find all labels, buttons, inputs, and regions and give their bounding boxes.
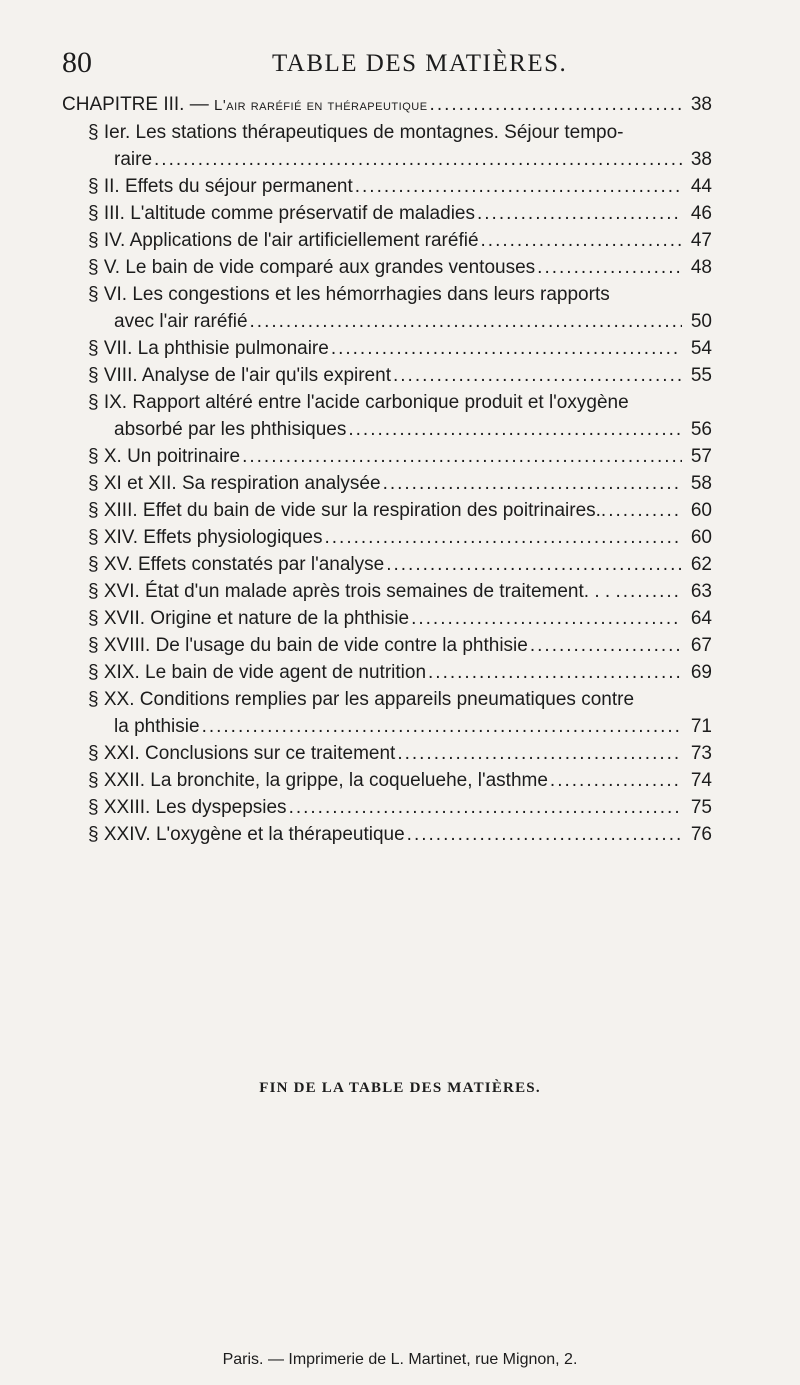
toc-entry-text: § VI. Les congestions et les hémorrhagies dans leurs rapports (88, 284, 610, 305)
toc-entry-page: 64 (690, 608, 712, 629)
toc-entry (62, 200, 712, 227)
toc-entry (62, 497, 712, 524)
page-number: 80 (62, 46, 92, 79)
toc-entry-page: 58 (690, 473, 712, 494)
toc-entries (62, 119, 712, 848)
toc-entry (62, 362, 712, 389)
toc-entry-text: § IX. Rapport altéré entre l'acide carbonique produit et l'oxygène (88, 392, 629, 413)
end-note: FIN DE LA TABLE DES MATIÈRES. (259, 1080, 541, 1096)
toc-entry (62, 470, 712, 497)
chapter-label: CHAPITRE III. — (62, 94, 215, 115)
toc-entry-text: § IV. Applications de l'air artificiellement raréfié (88, 230, 479, 251)
page-header (62, 46, 752, 86)
toc-entry-page: 56 (690, 419, 712, 440)
toc-entry (62, 443, 712, 470)
toc-entry (62, 821, 712, 848)
toc-entry-page: 44 (690, 176, 712, 197)
toc-entry-text: § XVIII. De l'usage du bain de vide contre la phthisie (88, 635, 528, 656)
toc-entry-page: 60 (690, 527, 712, 548)
imprint: Paris. — Imprimerie de L. Martinet, rue Mignon, 2. (222, 1351, 578, 1368)
toc-entry (62, 119, 712, 173)
toc-entry-page: 47 (690, 230, 712, 251)
toc-entry-text: § XV. Effets constatés par l'analyse (88, 554, 385, 575)
toc-entry-page: 60 (690, 500, 712, 521)
page-title: TABLE DES MATIÈRES. (272, 50, 568, 77)
toc-entry-text: § XIII. Effet du bain de vide sur la respiration des poitrinaires.. (88, 500, 607, 521)
toc-entry-text: § II. Effets du séjour permanent (88, 176, 353, 197)
toc-entry-text: raire (114, 149, 153, 170)
toc-entry-text: § XI et XII. Sa respiration analysée (88, 473, 381, 494)
toc-entry-text: § III. L'altitude comme préservatif de maladies (88, 203, 475, 224)
chapter-title: L'air raréfié en thérapeutique (214, 97, 428, 114)
toc-entry (62, 578, 712, 605)
toc-entry-text: § VIII. Analyse de l'air qu'ils expirent (88, 365, 391, 386)
toc-entry-text: § XXI. Conclusions sur ce traitement (88, 743, 396, 764)
toc-entry-page: 48 (690, 257, 712, 278)
chapter-heading (62, 91, 712, 119)
toc-entry-page: 75 (690, 797, 712, 818)
toc-entry-page: 50 (690, 311, 712, 332)
toc-entry-page: 74 (690, 770, 712, 791)
toc-entry-page: 67 (690, 635, 712, 656)
toc-entry (62, 281, 712, 335)
toc-entry-text: § XVII. Origine et nature de la phthisie (88, 608, 410, 629)
toc-entry (62, 659, 712, 686)
toc-entry-page: 62 (690, 554, 712, 575)
toc-entry-text: absorbé par les phthisiques (114, 419, 347, 440)
toc-entry-text: § V. Le bain de vide comparé aux grandes ventouses (88, 257, 536, 278)
table-of-contents (62, 91, 712, 848)
toc-entry-page: 54 (690, 338, 712, 359)
toc-entry-page: 38 (690, 149, 712, 170)
toc-entry-text: la phthisie (114, 716, 200, 737)
toc-entry-text: § XXIII. Les dyspepsies (88, 797, 287, 818)
toc-entry-page: 76 (690, 824, 712, 845)
chapter-page: 38 (690, 94, 712, 115)
toc-entry-page: 71 (690, 716, 712, 737)
toc-entry (62, 254, 712, 281)
toc-entry (62, 605, 712, 632)
toc-entry (62, 335, 712, 362)
toc-entry-text: § XXII. La bronchite, la grippe, la coqueluehe, l'asthme (88, 770, 548, 791)
toc-entry-text: § VII. La phthisie pulmonaire (88, 338, 329, 359)
toc-entry-page: 55 (690, 365, 712, 386)
toc-entry (62, 389, 712, 443)
toc-entry (62, 551, 712, 578)
toc-entry-text: § XX. Conditions remplies par les appareils pneumatiques contre (88, 689, 635, 710)
toc-entry (62, 794, 712, 821)
toc-entry (62, 767, 712, 794)
toc-entry (62, 227, 712, 254)
toc-entry-text: § XIX. Le bain de vide agent de nutrition (88, 662, 427, 683)
toc-entry-page: 46 (690, 203, 712, 224)
toc-entry-text: § X. Un poitrinaire (88, 446, 241, 467)
toc-entry (62, 740, 712, 767)
toc-entry (62, 524, 712, 551)
toc-entry (62, 173, 712, 200)
toc-entry-page: 63 (690, 581, 712, 602)
toc-entry-text: § Ier. Les stations thérapeutiques de montagnes. Séjour tempo- (88, 122, 624, 143)
toc-entry (62, 632, 712, 659)
toc-entry (62, 686, 712, 740)
toc-entry-page: 73 (690, 743, 712, 764)
toc-entry-text: § XVI. État d'un malade après trois semaines de traitement. . . . (88, 581, 621, 602)
toc-entry-text: avec l'air raréfié (114, 311, 248, 332)
toc-entry-text: § XIV. Effets physiologiques (88, 527, 323, 548)
toc-entry-page: 57 (690, 446, 712, 467)
toc-entry-text: § XXIV. L'oxygène et la thérapeutique (88, 824, 405, 845)
toc-entry-page: 69 (690, 662, 712, 683)
